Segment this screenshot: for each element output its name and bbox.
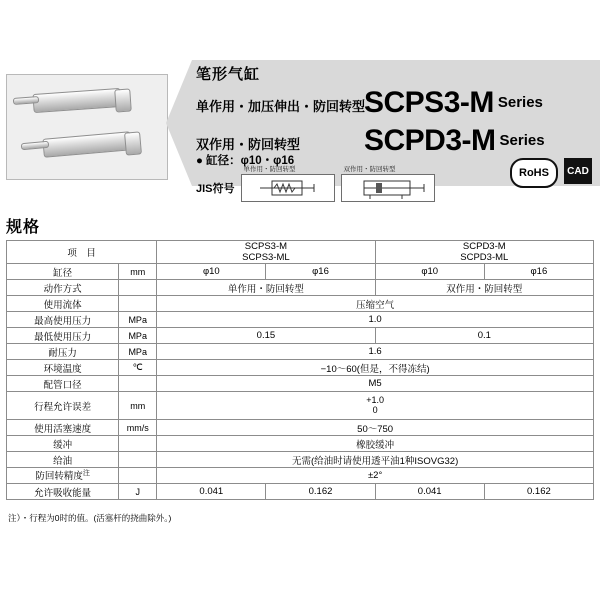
jis-symbol-single-acting [241,166,335,202]
row-unit-min-pressure: MPa [119,328,157,344]
row-label-action: 动作方式 [7,280,119,296]
row-label-rotation-accuracy-text: 防回转精度 [35,471,83,483]
table-row [7,452,594,468]
cell-action-scpd: 双作用・防回转型 [375,280,593,296]
row-unit-lubrication [119,452,157,468]
jis-diagram-single-icon [242,175,334,201]
header-group-scps-line1: SCPS3-M [244,241,288,252]
cell-bore-scps-10: φ10 [157,264,266,280]
row-unit-stroke-tolerance: mm [119,392,157,420]
cell-fluid: 压缩空气 [157,296,594,312]
series-code-scpd: SCPD3-M [364,124,496,157]
table-row [7,312,594,328]
cell-cushion: 橡胶缓冲 [157,436,594,452]
table-header-row [7,241,594,264]
row-unit-rotation-accuracy [119,468,157,484]
row-label-piston-speed: 使用活塞速度 [7,420,119,436]
row-label-absorbable-energy: 允许吸收能量 [7,484,119,500]
stroke-tolerance-values [366,395,384,415]
rohs-badge: RoHS [510,158,558,188]
cylinder-cap-upper [114,88,132,112]
table-row [7,344,594,360]
jis-caption-single: 单作用・防回转型 [243,166,296,173]
cell-bore-scpd-16: φ16 [484,264,593,280]
jis-caption-double: 双作用・防回转型 [343,166,396,173]
series-description-scpd: 双作用・防回转型 [196,137,301,152]
row-label-ambient-temp: 环境温度 [7,360,119,376]
cell-lubrication: 无需(给油时请使用透平油1种ISOVG32) [157,452,594,468]
table-row [7,296,594,312]
cell-action-scps: 单作用・防回转型 [157,280,375,296]
table-row [7,468,594,484]
cylinder-body-lower [42,131,131,158]
stroke-tolerance-lower: 0 [372,405,378,415]
jis-diagram-double-icon [342,175,434,201]
row-label-rotation-accuracy-note: 注 [82,470,90,478]
header-group-scpd-line1: SCPD3-M [462,241,506,252]
series-word-scpd: Series [499,132,545,149]
title-block [196,66,596,158]
row-label-max-pressure: 最高使用压力 [7,312,119,328]
header-item-label: 项 目 [7,241,157,264]
table-row [7,328,594,344]
header-group-scpd-line2: SCPD3-ML [460,252,509,263]
series-code-scps: SCPS3-M [364,86,494,119]
series-description-scps: 单作用・加压伸出・防回转型 [196,99,366,114]
cell-max-pressure: 1.0 [157,312,594,328]
cell-energy-scpd-16: 0.162 [484,484,593,500]
jis-label: JIS符号 [196,183,235,195]
row-unit-piston-speed: mm/s [119,420,157,436]
table-row [7,484,594,500]
table-row [7,420,594,436]
row-unit-max-pressure: MPa [119,312,157,328]
row-label-port-size: 配管口径 [7,376,119,392]
table-row [7,436,594,452]
row-unit-cushion [119,436,157,452]
row-unit-bore: mm [119,264,157,280]
series-row-scps [196,86,596,120]
header-group-scpd [375,241,593,264]
header-group-scps [157,241,375,264]
row-unit-proof-pressure: MPa [119,344,157,360]
row-unit-fluid [119,296,157,312]
series-word-scps: Series [497,94,543,111]
specifications-table [6,240,594,500]
jis-symbol-double-acting [341,166,435,202]
cell-energy-scpd-10: 0.041 [375,484,484,500]
series-title-scps [364,86,543,120]
row-label-rotation-accuracy [7,468,119,484]
jis-symbol-row [196,166,435,202]
row-label-fluid: 使用流体 [7,296,119,312]
series-title-scpd [364,124,545,158]
row-label-cushion: 缓冲 [7,436,119,452]
header-group-scps-line2: SCPS3-ML [242,252,290,263]
row-label-bore: 缸径 [7,264,119,280]
cell-energy-scps-10: 0.041 [157,484,266,500]
stroke-tolerance-upper: +1.0 [366,395,384,405]
spec-section-title: 规格 [6,219,41,236]
header-band [0,0,600,196]
cell-rotation-accuracy: ±2° [157,468,594,484]
row-unit-ambient-temp: ℃ [119,360,157,376]
cell-port-size: M5 [157,376,594,392]
table-row [7,264,594,280]
pen-shape-label: 笔形气缸 [196,66,261,83]
row-label-proof-pressure: 耐压力 [7,344,119,360]
table-row [7,280,594,296]
row-unit-action [119,280,157,296]
cad-badge: CAD [564,158,592,184]
product-photo [6,74,168,180]
row-unit-absorbable-energy: J [119,484,157,500]
cylinder-body-upper [32,88,121,113]
cell-ambient-temp: −10～60(但是，不得冻结) [157,360,594,376]
row-label-lubrication: 给油 [7,452,119,468]
table-row [7,360,594,376]
cylinder-cap-lower [124,131,142,155]
cell-piston-speed: 50～750 [157,420,594,436]
table-row [7,392,594,420]
table-row [7,376,594,392]
cell-min-pressure-scpd: 0.1 [375,328,593,344]
cell-energy-scps-16: 0.162 [266,484,375,500]
cell-min-pressure-scps: 0.15 [157,328,375,344]
table-footnote: 注）・行程为0时的值。(活塞杆的挠曲除外。) [8,513,172,523]
cell-bore-scps-16: φ16 [266,264,375,280]
cell-stroke-tolerance [157,392,594,420]
bore-size-line: ● 缸径：φ10・φ16 [196,155,295,167]
row-label-stroke-tolerance: 行程允许误差 [7,392,119,420]
row-label-min-pressure: 最低使用压力 [7,328,119,344]
cell-proof-pressure: 1.6 [157,344,594,360]
row-unit-port-size [119,376,157,392]
cell-bore-scpd-10: φ10 [375,264,484,280]
